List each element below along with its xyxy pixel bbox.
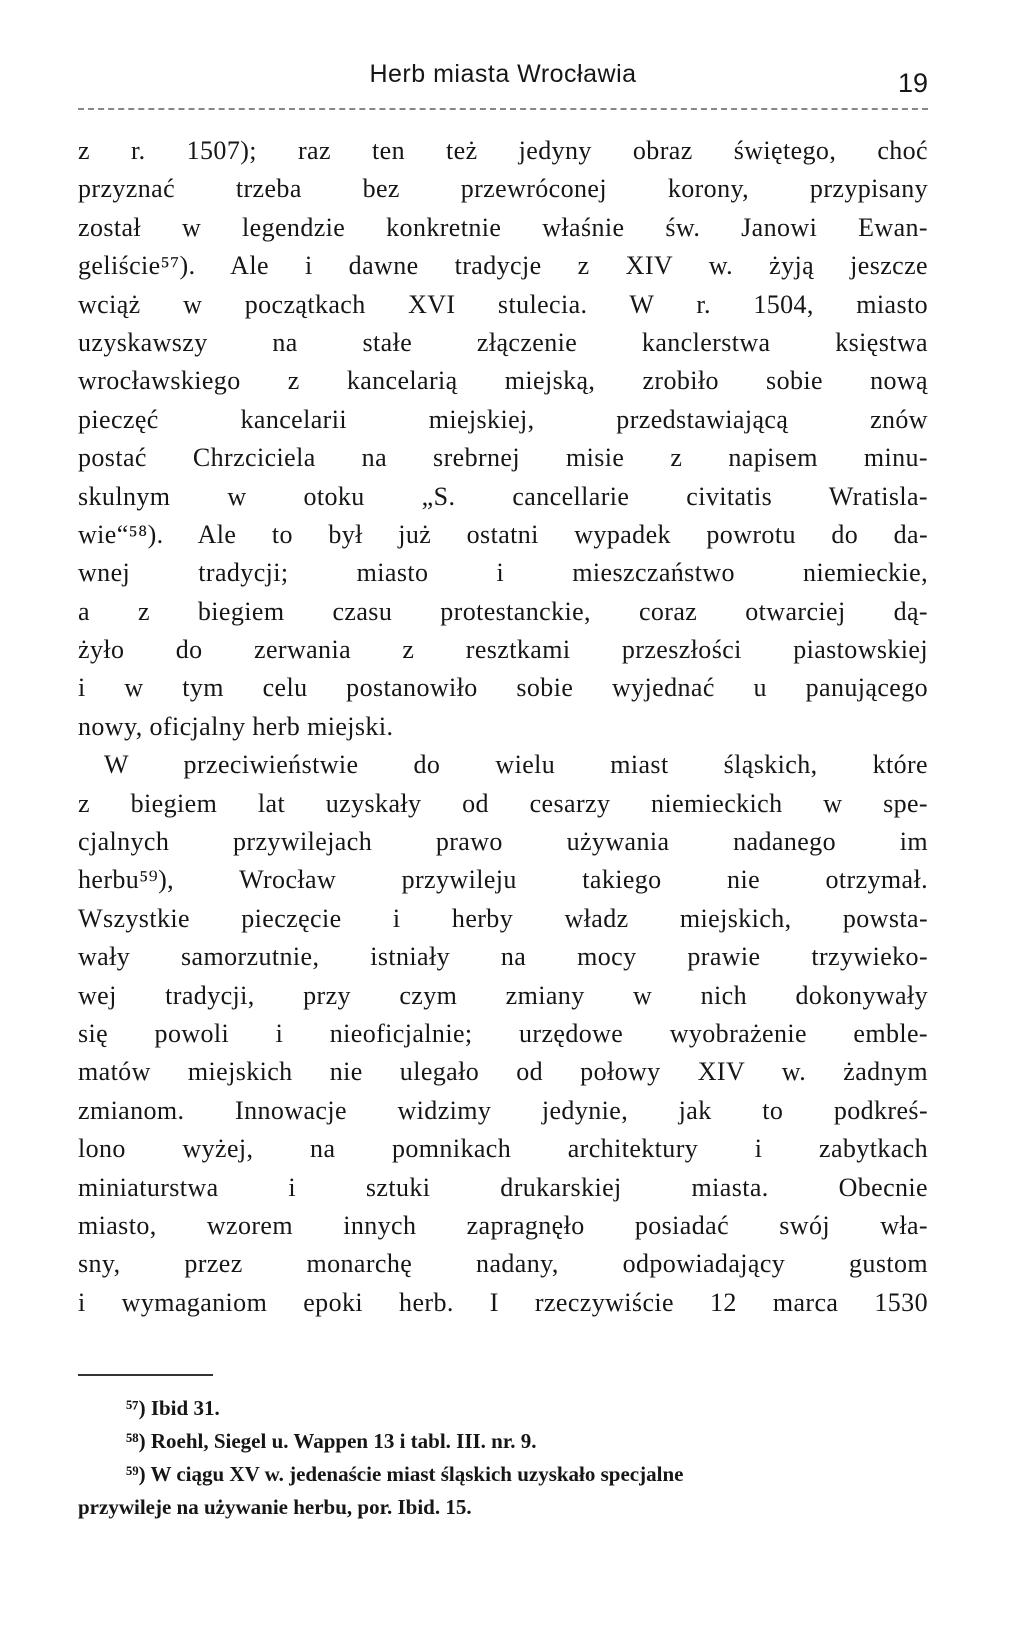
text-line: i wymaganiom epoki herb. I rzeczywiście 12 marca 1530 <box>78 1287 928 1317</box>
book-page <box>78 58 928 1524</box>
text-line: wciąż w początkach XVI stulecia. W r. 1504, miasto <box>78 289 928 319</box>
text-line: przyznać trzeba bez przewróconej korony, przypisany <box>78 174 928 204</box>
text-line: wnej tradycji; miasto i mieszczaństwo niemieckie, <box>78 558 928 588</box>
text-line: miniaturstwa i sztuki drukarskiej miasta. Obecnie <box>78 1172 928 1202</box>
text-line: z biegiem lat uzyskały od cesarzy niemieckich w spe- <box>78 788 928 818</box>
text-line: nowy, oficjalny herb miejski. <box>78 711 394 741</box>
footnote-58: ⁵⁸) Roehl, Siegel u. Wappen 13 i tabl. III. nr. 9. <box>126 1429 537 1454</box>
text-line: został w legendzie konkretnie właśnie św. Janowi Ewan- <box>78 212 928 242</box>
text-line: wie“⁵⁸). Ale to był już ostatni wypadek powrotu do da- <box>78 519 928 549</box>
text-line: lono wyżej, na pomnikach architektury i zabytkach <box>78 1134 928 1164</box>
text-line: postać Chrzciciela na srebrnej misie z napisem minu- <box>78 443 928 473</box>
text-line: miasto, wzorem innych zapragnęło posiadać swój wła- <box>78 1210 928 1240</box>
text-line: Wszystkie pieczęcie i herby władz miejskich, powsta- <box>78 903 928 933</box>
text-line: wej tradycji, przy czym zmiany w nich dokonywały <box>78 980 928 1010</box>
footnote-59: ⁵⁹) W ciągu XV w. jedenaście miast śląskich uzyskało specjalne <box>126 1462 684 1487</box>
text-line: matów miejskich nie ulegało od połowy XIV w. żadnym <box>78 1057 928 1087</box>
text-line: zmianom. Innowacje widzimy jedynie, jak to podkreś- <box>78 1095 928 1125</box>
text-line: i w tym celu postanowiło sobie wyjednać u panującego <box>78 673 928 703</box>
text-line: wrocławskiego z kancelarią miejską, zrobiło sobie nową <box>78 366 928 396</box>
text-line: cjalnych przywilejach prawo używania nadanego im <box>78 827 928 857</box>
running-title: Herb miasta Wrocławia <box>369 60 637 88</box>
text-line: herbu⁵⁹), Wrocław przywileju takiego nie otrzymał. <box>78 865 928 895</box>
text-line: z r. 1507); raz ten też jedyny obraz świętego, choć <box>78 136 928 165</box>
text-line: pieczęć kancelarii miejskiej, przedstawiającą znów <box>78 404 928 434</box>
text-line: skulnym w otoku „S. cancellarie civitatis Wratisla- <box>78 481 928 511</box>
footnote-57: ⁵⁷) Ibid 31. <box>126 1396 220 1421</box>
footnote-divider <box>78 1374 213 1376</box>
text-line: geliście⁵⁷). Ale i dawne tradycje z XIV w. żyją jeszcze <box>78 251 928 281</box>
footnote-59-continuation: przywileje na używanie herbu, por. Ibid. 15. <box>78 1495 472 1520</box>
page-number: 19 <box>897 68 928 98</box>
text-line: wały samorzutnie, istniały na mocy prawie trzywieko- <box>78 942 928 972</box>
footnotes <box>78 1392 928 1524</box>
page-header <box>78 58 928 102</box>
header-divider <box>78 108 928 110</box>
text-line: żyło do zerwania z resztkami przeszłości piastowskiej <box>78 635 928 665</box>
text-line: się powoli i nieoficjalnie; urzędowe wyobrażenie emble- <box>78 1018 928 1048</box>
text-line: uzyskawszy na stałe złączenie kanclerstwa księstwa <box>78 327 928 357</box>
body-text <box>78 132 928 1322</box>
text-line: a z biegiem czasu protestanckie, coraz otwarciej dą- <box>78 596 928 626</box>
text-line: W przeciwieństwie do wielu miast śląskich, które <box>104 750 928 780</box>
text-line: sny, przez monarchę nadany, odpowiadający gustom <box>78 1249 928 1279</box>
